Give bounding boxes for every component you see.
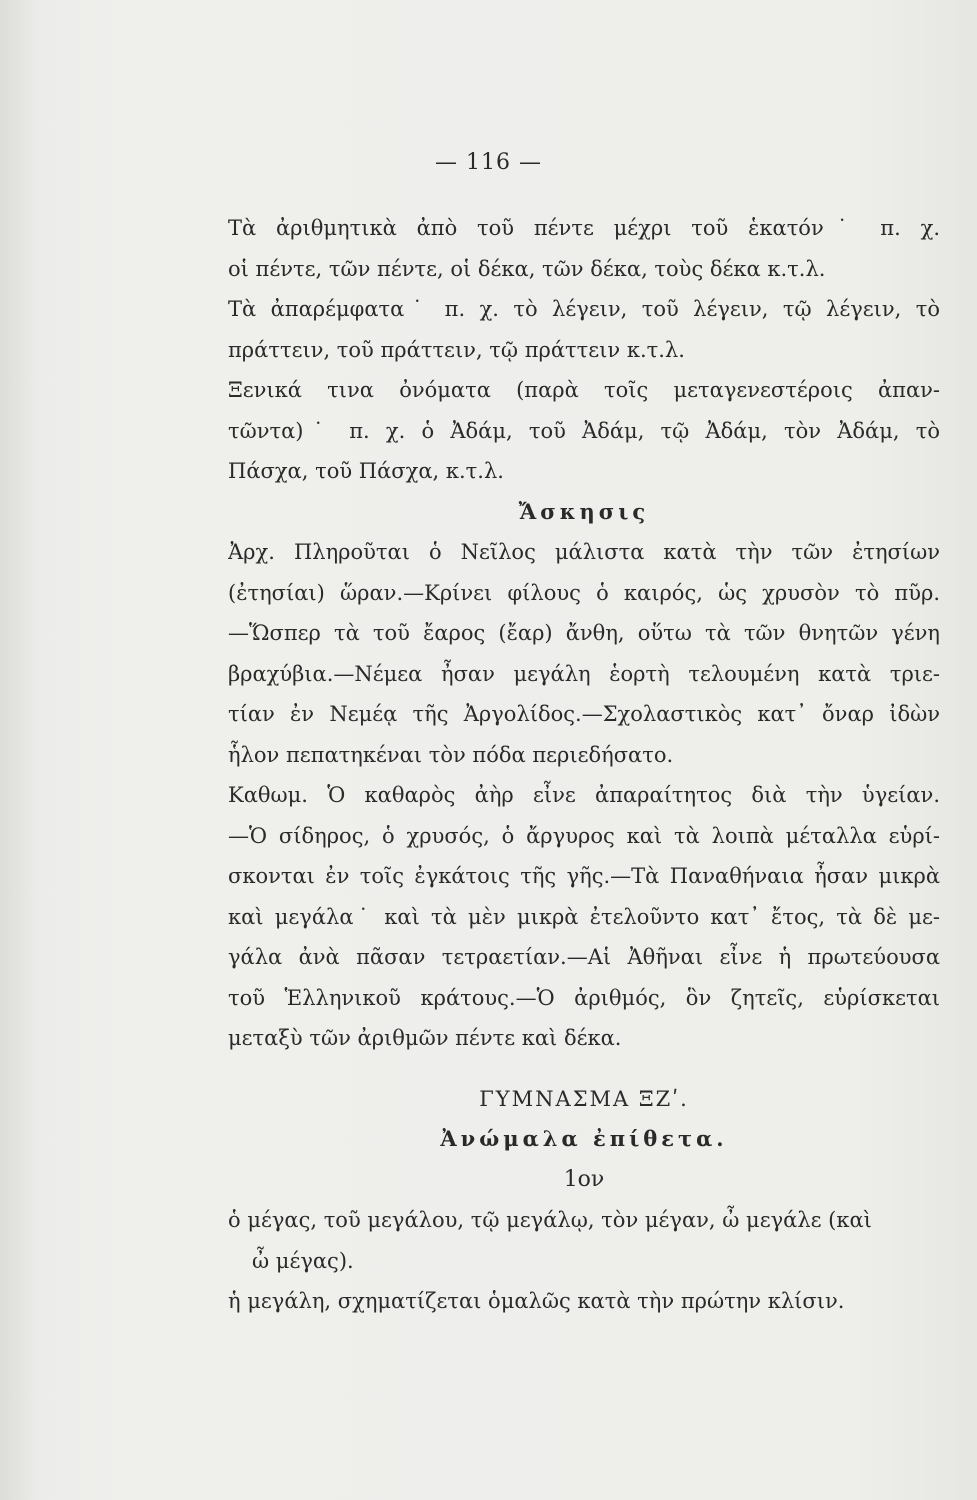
text-line: Ἀρχ. Πληροῦται ὁ Νεῖλος μάλιστα κατὰ τὴν τῶν ἐτησίων (228, 540, 940, 564)
text-line: οἱ πέντε, τῶν πέντε, οἱ δέκα, τῶν δέκα, τοὺς δέκα κ.τ.λ. (228, 256, 826, 281)
text-line: Τὰ ἀπαρέμφατα˙ π. χ. τὸ λέγειν, τοῦ λέγειν, τῷ λέγειν, τὸ (228, 297, 940, 321)
text-line: ὦ μέγας). (252, 1248, 354, 1273)
text-line: σκονται ἐν τοῖς ἐγκάτοις τῆς γῆς.—Τὰ Παναθήναια ἦσαν μικρὰ (228, 864, 940, 888)
text-line: Καθωμ. Ὁ καθαρὸς ἀὴρ εἶνε ἀπαραίτητος διὰ τὴν ὑγείαν. (228, 783, 940, 807)
section-spacer (228, 1059, 940, 1079)
exercise-title: ΓΥΜΝΑΣΜΑ ΞΖʹ. (479, 1086, 689, 1111)
text-line: (ἐτησίαι) ὥραν.—Κρίνει φίλους ὁ καιρός, ὡς χρυσὸν τὸ πῦρ. (228, 580, 940, 605)
text-line: Τὰ ἀριθμητικὰ ἀπὸ τοῦ πέντε μέχρι τοῦ ἑκατόν˙ π. χ. (228, 216, 940, 240)
text-line: Πάσχα, τοῦ Πάσχα, κ.τ.λ. (228, 459, 504, 483)
text-line: Ξενικά τινα ὀνόματα (παρὰ τοῖς μεταγενεστέροις ἀπαν- (228, 378, 940, 402)
page-number: — 116 — (435, 150, 542, 175)
section-heading: Ἀνώμαλα ἐπίθετα. (440, 1126, 728, 1151)
text-line: μεταξὺ τῶν ἀριθμῶν πέντε καὶ δέκα. (228, 1026, 622, 1050)
subsection-number: 1ον (563, 1166, 605, 1192)
text-line: βραχύβια.—Νέμεα ἦσαν μεγάλη ἑορτὴ τελουμένη κατὰ τριε- (228, 661, 940, 686)
text-line: ἧλον πεπατηκέναι τὸν πόδα περιεδήσατο. (228, 742, 674, 767)
text-line: ἡ μεγάλη, σχηματίζεται ὁμαλῶς κατὰ τὴν πρώτην κλίσιν. (228, 1289, 845, 1313)
text-line: πράττειν, τοῦ πράττειν, τῷ πράττειν κ.τ.λ. (228, 337, 685, 362)
text-line: ὁ μέγας, τοῦ μεγάλου, τῷ μεγάλῳ, τὸν μέγαν, ὦ μεγάλε (καὶ (228, 1208, 872, 1232)
text-line: καὶ μεγάλα˙ καὶ τὰ μὲν μικρὰ ἐτελοῦντο κατ᾽ ἔτος, τὰ δὲ με- (228, 904, 940, 929)
text-line: —Ὥσπερ τὰ τοῦ ἔαρος (ἔαρ) ἄνθη, οὕτω τὰ τῶν θνητῶν γένη (228, 621, 940, 645)
text-line: τίαν ἐν Νεμέᾳ τῆς Ἀργολίδος.—Σχολαστικὸς κατ᾽ ὄναρ ἰδὼν (228, 702, 940, 726)
body-text (228, 208, 940, 1322)
text-line: γάλα ἀνὰ πᾶσαν τετραετίαν.—Αἱ Ἀθῆναι εἶνε ἡ πρωτεύουσα (228, 945, 940, 969)
text-line: τῶντα)˙ π. χ. ὁ Ἀδάμ, τοῦ Ἀδάμ, τῷ Ἀδάμ, τὸν Ἀδάμ, τὸ (228, 418, 940, 443)
text-line: —Ὁ σίδηρος, ὁ χρυσός, ὁ ἄργυρος καὶ τὰ λοιπὰ μέταλλα εὑρί- (228, 823, 940, 848)
text-line: τοῦ Ἑλληνικοῦ κράτους.—Ὁ ἀριθμός, ὃν ζητεῖς, εὑρίσκεται (228, 985, 940, 1010)
exercise-heading: Ἄσκησις (518, 498, 650, 524)
